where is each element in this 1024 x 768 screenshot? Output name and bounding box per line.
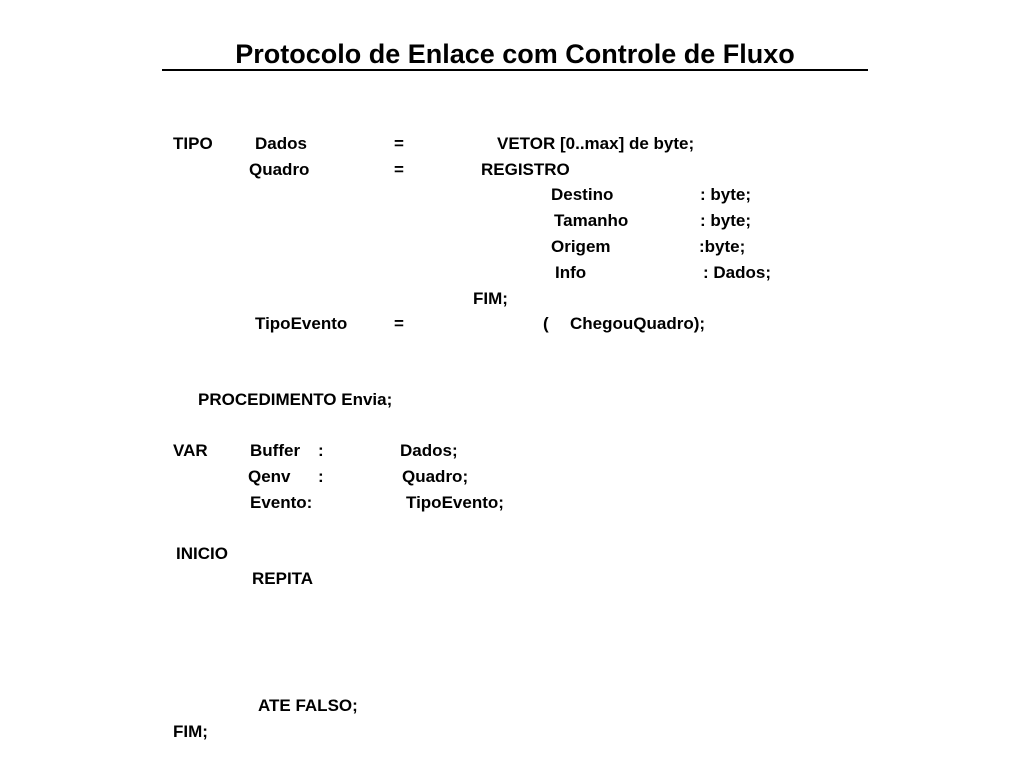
- var-keyword: VAR: [173, 441, 208, 460]
- record-field-name: Info: [555, 263, 587, 282]
- dados-type-name: Dados: [255, 134, 307, 153]
- ate-falso: ATE FALSO;: [258, 696, 358, 715]
- dados-equals: =: [394, 134, 404, 153]
- record-field-type: : Dados;: [703, 263, 771, 282]
- slide-title: Protocolo de Enlace com Controle de Fluxo: [235, 39, 795, 69]
- title-underline: [162, 69, 868, 71]
- record-field-type: :byte;: [699, 237, 746, 256]
- record-field-type: : byte;: [700, 211, 751, 230]
- record-field-type: : byte;: [700, 185, 751, 204]
- quadro-type-def: REGISTRO: [481, 160, 570, 179]
- var-colon: :: [318, 467, 324, 486]
- var-colon: :: [318, 441, 324, 460]
- var-name: Qenv: [248, 467, 291, 486]
- repita-keyword: REPITA: [252, 569, 314, 588]
- inicio-keyword: INICIO: [176, 544, 228, 563]
- var-type: TipoEvento;: [406, 493, 504, 512]
- var-type: Dados;: [400, 441, 458, 460]
- var-name: Buffer: [250, 441, 301, 460]
- tipoevento-value: ChegouQuadro);: [570, 314, 706, 333]
- tipo-keyword: TIPO: [173, 134, 213, 153]
- record-field-name: Tamanho: [554, 211, 629, 230]
- var-type: Quadro;: [402, 467, 469, 486]
- tipoevento-equals: =: [394, 314, 404, 333]
- record-field-name: Destino: [551, 185, 614, 204]
- var-name: Evento:: [250, 493, 313, 512]
- tipoevento-name: TipoEvento: [255, 314, 348, 333]
- tipoevento-open-paren: (: [543, 314, 549, 333]
- dados-type-def: VETOR [0..max] de byte;: [497, 134, 695, 153]
- fim-keyword: FIM;: [173, 722, 208, 741]
- quadro-equals: =: [394, 160, 404, 179]
- record-end: FIM;: [473, 289, 508, 308]
- record-field-name: Origem: [551, 237, 611, 256]
- quadro-type-name: Quadro: [249, 160, 310, 179]
- procedure-header: PROCEDIMENTO Envia;: [198, 390, 393, 409]
